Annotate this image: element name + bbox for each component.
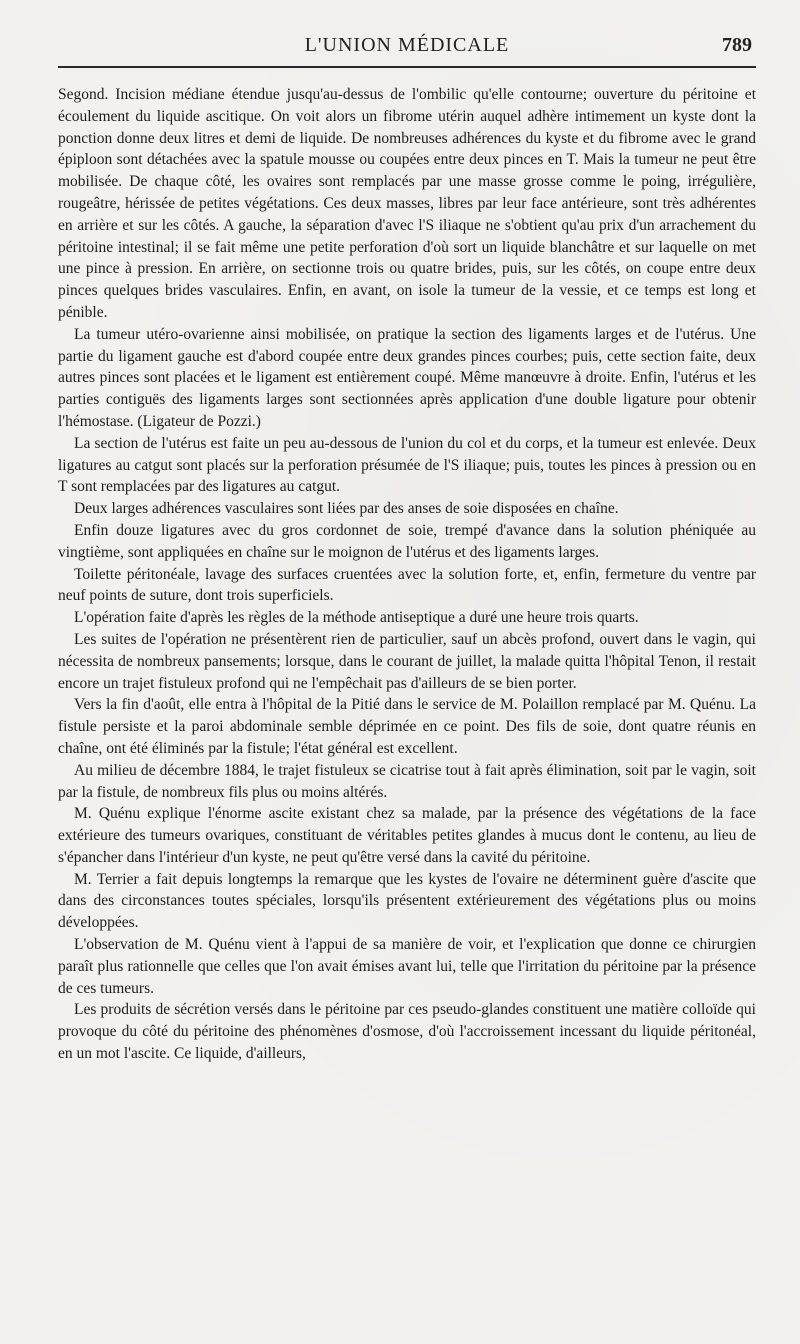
- header-rule: [58, 66, 756, 68]
- running-head: [58, 0, 756, 68]
- paragraph-observation-support: L'observation de M. Quénu vient à l'appui de sa manière de voir, et l'explication que donne ce chirurgien paraît plus rationnelle que celles que l'on avait émises avant lui, telle que l'irritation du péritoine par la présence de ces tumeurs.: [58, 936, 756, 997]
- paragraph-cicatrization: Au milieu de décembre 1884, le trajet fistuleux se cicatrise tout à fait après élimination, soit par le vagin, soit par la fistule, de nombreux fils plus ou moins altérés.: [58, 761, 756, 801]
- running-title: L'UNION MÉDICALE: [304, 34, 510, 56]
- paragraph-operation-details: Segond. Incision médiane étendue jusqu'au-dessus de l'ombilic qu'elle contourne; ouverture du péritoine et écoulement du liquide ascitique. On voit alors un fibrome utérin auquel adhère intimement un kyste dont la ponction donne deux litres et demi de liquide. De nombreuses adhérences du kyste et du fibrome avec le grand épiploon sont détachées avec la spatule mousse ou coupées entre deux pinces en T. Mais la tumeur ne peut être mobilisée. De chaque côté, les ovaires sont remplacés par une masse grosse comme le poing, irrégulière, rougeâtre, hérissée de petites végétations. Ces deux masses, libres par leur face antérieure, sont très adhérentes en arrière et sur les côtés. A gauche, la séparation d'avec l'S iliaque ne s'obtient qu'au prix d'un arrachement du péritoine intestinal; il se fait même une petite perforation d'où sort un liquide blanchâtre et sur laquelle on met une pince à pression. En arrière, on sectionne trois ou quatre brides, puis, sur les côtés, on coupe entre deux pinces quelques brides vasculaires. Enfin, en avant, on isole la tumeur de la vessie, et ce temps est long et pénible.: [58, 86, 756, 321]
- paragraph-uterus-section: La section de l'utérus est faite un peu au-dessous de l'union du col et du corps, et la tumeur est enlevée. Deux ligatures au catgut sont placés sur la perforation présumée de l'S iliaque; puis, toutes les pinces à pression ou en T sont remplacées par des ligatures au catgut.: [58, 434, 756, 496]
- paragraph-pitie-admission: Vers la fin d'août, elle entra à l'hôpital de la Pitié dans le service de M. Polaillon remplacé par M. Quénu. La fistule persiste et la paroi abdominale semble déprimée en ce point. Des fils de soie, dont quatre réunis en chaîne, ont été éliminés par la fistule; l'état général est excellent.: [58, 696, 756, 757]
- paragraph-operation-duration: L'opération faite d'après les règles de la méthode antiseptique a duré une heure trois quarts.: [74, 609, 639, 627]
- paragraph-peritoneal-toilet: Toilette péritonéale, lavage des surfaces cruentées avec la solution forte, et, enfin, fermeture du ventre par neuf points de suture, dont trois superficiels.: [58, 565, 756, 605]
- paragraph-terrier-remark: M. Terrier a fait depuis longtemps la remarque que les kystes de l'ovaire ne déterminent guère d'ascite que dans des circonstances toutes spéciales, lorsqu'ils présentent extérieurement des végétations plus ou moins développées.: [58, 870, 756, 932]
- paragraph-ligament-section: La tumeur utéro-ovarienne ainsi mobilisée, on pratique la section des ligaments larges et de l'utérus. Une partie du ligament gauche est d'abord coupée entre deux grandes pinces courbes; puis, cette section faite, deux autres pinces sont placées et le ligament est entièrement coupé. Même manœuvre à droite. Enfin, l'utérus et les parties contiguës des ligaments larges sont sectionnées après application d'une double ligature pour obtenir l'hémostase. (Ligateur de Pozzi.): [58, 325, 756, 430]
- paragraph-secretion-products: Les produits de sécrétion versés dans le péritoine par ces pseudo-glandes constituent une matière colloïde qui provoque du côté du péritoine des phénomènes d'osmose, d'où l'accroissement incessant du liquide péritonéal, en un mot l'ascite. Ce liquide, d'ailleurs,: [58, 1001, 756, 1063]
- body-text: [58, 84, 756, 1065]
- paragraph-vascular-adhesions: Deux larges adhérences vasculaires sont liées par des anses de soie disposées en chaîne.: [74, 500, 619, 518]
- paragraph-postoperative-course: Les suites de l'opération ne présentèrent rien de particulier, sauf un abcès profond, ouvert dans le vagin, qui nécessita de nombreux pansements; lorsque, dans le courant de juillet, la malade quitta l'hôpital Tenon, il restait encore un trajet fistuleux profond qui ne l'empêchait pas d'ailleurs de se bien porter.: [58, 630, 756, 692]
- paragraph-quenu-explanation: M. Quénu explique l'énorme ascite existant chez sa malade, par la présence des végétations de la face extérieure des tumeurs ovariques, constituant de véritables petites glandes à mucus dont le contenu, au lieu de s'épancher dans l'intérieur d'un kyste, ne peut qu'être versé dans la cavité du péritoine.: [58, 805, 756, 866]
- paragraph-silk-ligatures: Enfin douze ligatures avec du gros cordonnet de soie, trempé d'avance dans la solution phéniquée au vingtième, sont appliquées en chaîne sur le moignon de l'utérus et des ligaments larges.: [58, 521, 756, 561]
- page-number: 789: [722, 34, 752, 56]
